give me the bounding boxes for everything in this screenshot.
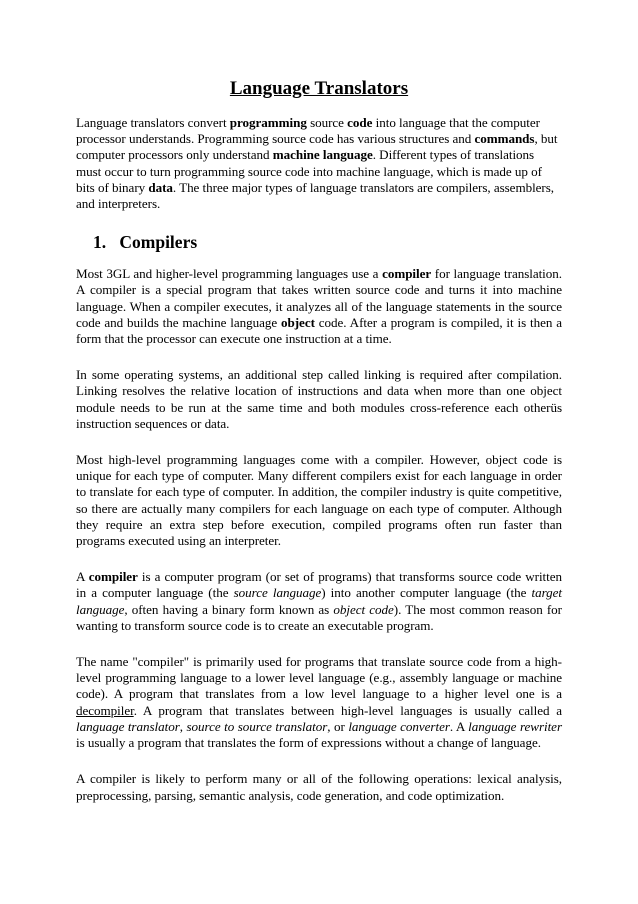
bold-term: compiler (382, 266, 432, 282)
italic-term: language converter (348, 718, 450, 734)
italic-term: object code (333, 601, 394, 617)
paragraph-linking (76, 367, 562, 432)
intro-paragraph (76, 115, 562, 212)
document-page (0, 78, 638, 904)
text-run: Language translators convert (76, 115, 230, 130)
section-title: Compilers (119, 232, 198, 253)
text-run: code. After a program is compiled, it is then a form that the processor can execute one instruction at a time. (76, 314, 562, 347)
paragraph-compiler-name (76, 654, 562, 751)
text-run: . A (449, 718, 469, 734)
text-run: source (306, 115, 348, 130)
section-heading-compilers (76, 232, 562, 252)
paragraph-compiler-overview (76, 266, 562, 347)
text-run: . The three major types of language translators are compilers, assemblers, and interpreters. (76, 179, 555, 212)
text-run: The name "compiler" is primarily used for programs that translate source code from a high-level programming language to a lower level language (e.g., assembly language or machine code). A program that translates from a low level language to a higher level one is a (76, 654, 562, 702)
bold-term: programming (229, 115, 307, 130)
italic-term: source language (233, 585, 322, 601)
italic-term: source to source translator (186, 718, 328, 734)
text-run: for language translation. A compiler is a special program that takes written source code and turns it into machine language. When a compiler executes, it analyzes all of the language statements in the source code and builds the machine language (76, 266, 562, 330)
bold-term: code (347, 115, 373, 130)
text-run: A (76, 569, 89, 585)
text-run: . Different types of translations must occur to turn programming source code into machine language, which is made up of bits of binary (76, 147, 542, 195)
text-run: . A program that translates between high-level languages is usually called a (133, 702, 562, 718)
italic-term: language rewriter (468, 718, 562, 734)
text-run: is usually a program that translates the form of expressions without a change of language. (76, 735, 541, 751)
text-run: Most high-level programming languages come with a compiler. However, object code is unique for each type of computer. Many different compilers exist for each language in order to translate for each type of computer. In addition, the compiler industry is quite competitive, so there are actually many compilers for each language on each type of computer. Although they require an extra step before execution, compiled programs often run faster than programs executed using an interpreter. (76, 452, 562, 549)
bold-term: machine language (272, 147, 373, 163)
text-run: ). The most common reason for wanting to transform source code is to create an executable program. (76, 601, 562, 633)
text-run: , but computer processors only understand (76, 131, 558, 163)
text-run: into language that the computer processor understands. Programming source code has various structures and (76, 115, 540, 147)
paragraph-compiler-operations (76, 771, 562, 803)
text-run: is a computer program (or set of programs) that transforms source code written in a computer language (the (76, 569, 562, 601)
underlined-term: decompiler (76, 702, 134, 718)
section-number: 1. (93, 232, 107, 253)
bold-term: commands (474, 131, 535, 147)
text-run: A compiler is likely to perform many or all of the following operations: lexical analysis, preprocessing, parsing, semantic analysis, code generation, and code optimization. (76, 771, 562, 803)
text-run: , (179, 718, 187, 734)
text-run: , often having a binary form known as (124, 601, 334, 617)
text-run: Most 3GL and higher-level programming languages use a (76, 266, 383, 282)
bold-term: data (148, 179, 173, 195)
paragraph-compiler-definition (76, 569, 562, 634)
bold-term: compiler (88, 569, 138, 585)
italic-term: language translator (76, 718, 180, 734)
bold-term: object (281, 314, 315, 330)
italic-term: target language (76, 585, 562, 617)
text-run: ) into another computer language (the (321, 585, 532, 601)
text-run: , or (327, 718, 349, 734)
paragraph-compiler-availability (76, 452, 562, 549)
text-run: In some operating systems, an additional step called linking is required after compilation. Linking resolves the relative location of instructions and data when more than one object module needs to be run at the same time and both modules cross-reference each otherüs instruction sequences or data. (76, 367, 562, 431)
page-title: Language Translators (229, 78, 409, 99)
